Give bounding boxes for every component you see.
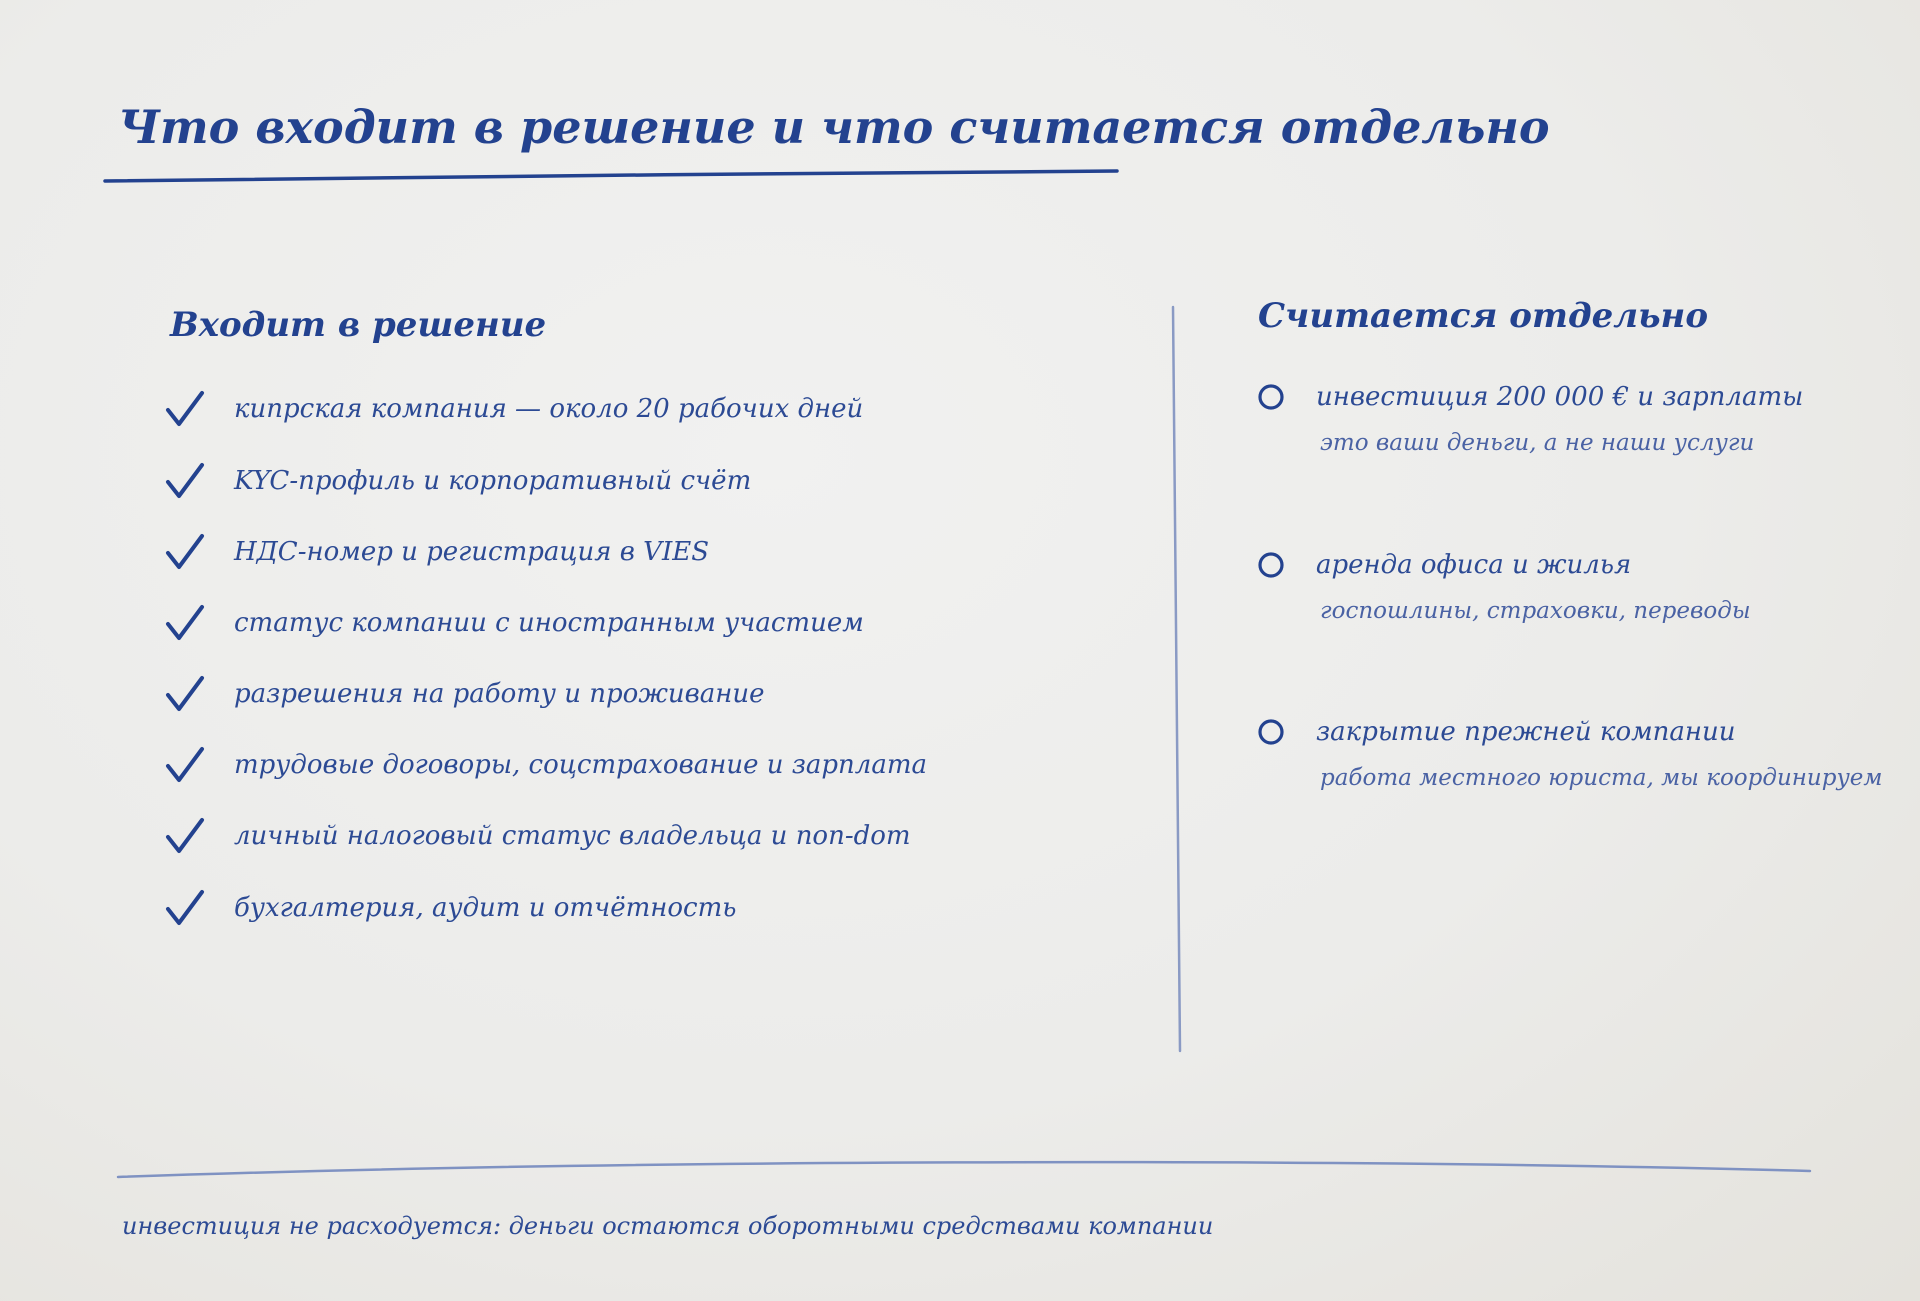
list-item-label: статус компании с иностранным участием	[234, 608, 864, 638]
excluded-item-note: работа местного юриста, мы координируем	[1320, 765, 1883, 791]
list-item-label: кипрская компания — около 20 рабочих дней	[234, 394, 864, 424]
list-item-label: KYC-профиль и корпоративный счёт	[234, 466, 752, 496]
list-item-label: НДС-номер и регистрация в VIES	[234, 537, 710, 567]
list-item	[164, 811, 911, 861]
check-icon	[164, 815, 206, 857]
circle-icon	[1256, 717, 1286, 747]
list-item	[164, 456, 751, 506]
list-item-label: трудовые договоры, соцстрахование и зарплата	[234, 750, 928, 780]
list-item-label: личный налоговый статус владельца и non-dom	[234, 821, 911, 851]
included-heading: Входит в решение	[170, 305, 547, 345]
footer-note: инвестиция не расходуется: деньги остаются оборотными средствами компании	[122, 1212, 1214, 1240]
excluded-item	[1256, 550, 1836, 624]
list-item	[164, 883, 736, 933]
check-icon	[164, 531, 206, 573]
circle-icon	[1256, 550, 1286, 580]
list-item	[164, 740, 927, 790]
excluded-item	[1256, 717, 1883, 791]
excluded-item-note: это ваши деньги, а не наши услуги	[1320, 430, 1755, 456]
check-icon	[164, 602, 206, 644]
check-icon	[164, 388, 206, 430]
check-icon	[164, 887, 206, 929]
check-icon	[164, 744, 206, 786]
list-item	[164, 527, 709, 577]
list-item-label: разрешения на работу и проживание	[234, 679, 765, 709]
circle-icon	[1256, 382, 1286, 412]
excluded-item-title: аренда офиса и жилья	[1316, 550, 1632, 580]
list-item-label: бухгалтерия, аудит и отчётность	[234, 893, 737, 923]
list-item	[164, 598, 864, 648]
check-icon	[164, 460, 206, 502]
excluded-item-title: инвестиция 200 000 € и зарплаты	[1316, 382, 1804, 412]
check-icon	[164, 673, 206, 715]
page-title: Что входит в решение и что считается отдельно	[118, 100, 1550, 154]
list-item	[164, 384, 863, 434]
excluded-item-title: закрытие прежней компании	[1316, 717, 1736, 747]
list-item	[164, 669, 765, 719]
excluded-item	[1256, 382, 1836, 456]
excluded-item-note: госпошлины, страховки, переводы	[1320, 598, 1751, 624]
excluded-heading: Считается отдельно	[1258, 296, 1709, 336]
